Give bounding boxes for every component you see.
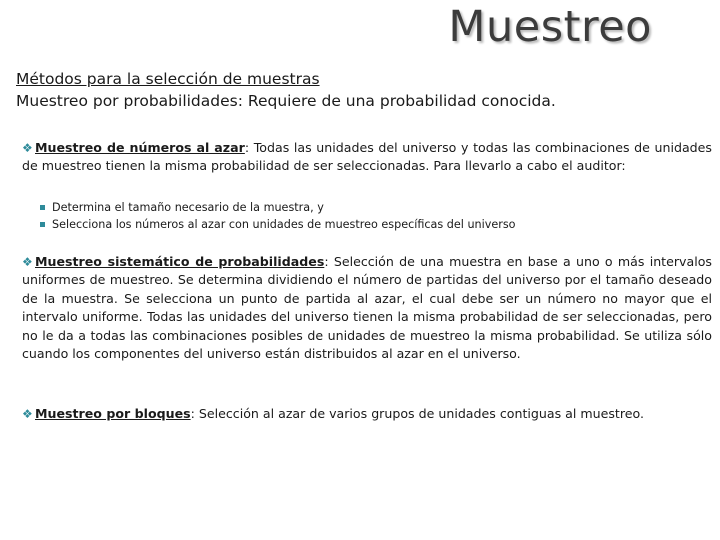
subtitle-block: [16, 68, 556, 112]
bullet-text: : Todas las unidades del universo y todas las combinaciones de unidades de muestreo tienen la misma probabilidad de ser seleccionadas. Para llevarlo a cabo el auditor:: [22, 140, 712, 174]
sub-bullet-list: [40, 199, 700, 233]
bullet-term: Muestreo por bloques: [35, 406, 191, 421]
square-bullet-icon: [40, 205, 45, 210]
diamond-bullet-icon: ❖: [22, 141, 33, 155]
sub-bullet-text: Selecciona los números al azar con unidades de muestreo específicas del universo: [52, 218, 516, 231]
bullet-block-sampling: [22, 405, 712, 423]
slide-title: Muestreo: [448, 2, 652, 52]
bullet-term: Muestreo de números al azar: [35, 140, 245, 155]
sub-bullet-item: [40, 199, 700, 216]
sub-bullet-text: Determina el tamaño necesario de la muestra, y: [52, 201, 324, 214]
bullet-random-sampling: [22, 139, 712, 176]
diamond-bullet-icon: ❖: [22, 255, 33, 269]
sub-bullet-item: [40, 216, 700, 233]
subtitle-line-1: Métodos para la selección de muestras: [16, 70, 320, 88]
bullet-term: Muestreo sistemático de probabilidades: [35, 254, 325, 269]
subtitle-line-2: Muestreo por probabilidades: Requiere de una probabilidad conocida.: [16, 92, 556, 110]
bullet-systematic-sampling: [22, 253, 712, 363]
bullet-text: : Selección de una muestra en base a uno o más intervalos uniformes de muestreo. Se determina dividiendo el número de partidas del universo por el tamaño deseado de la muestra. Se selecciona un punto de partida al azar, el cual debe ser un número no mayor que el intervalo uniforme. Todas las unidades del universo tienen la misma probabilidad de ser seleccionadas, pero no le da a todas las combinaciones posibles de unidades de muestreo la misma probabilidad. Se utiliza sólo cuando los componentes del universo están distribuidos al azar en el universo.: [22, 254, 712, 362]
bullet-text: : Selección al azar de varios grupos de unidades contiguas al muestreo.: [190, 406, 644, 421]
diamond-bullet-icon: ❖: [22, 407, 33, 421]
square-bullet-icon: [40, 222, 45, 227]
